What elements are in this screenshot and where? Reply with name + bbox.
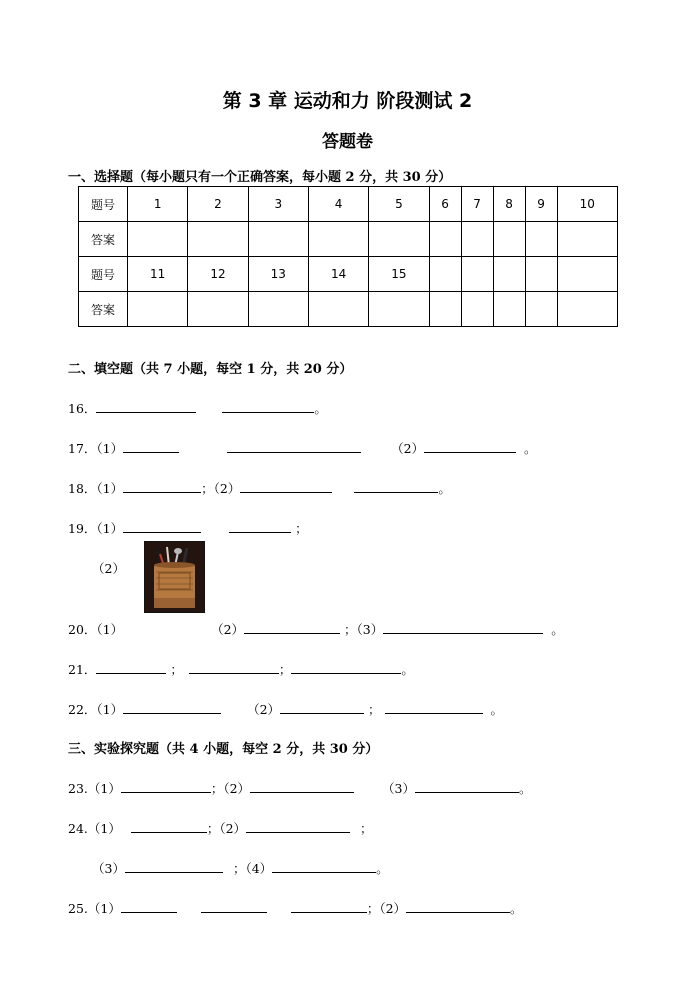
row-label: 题号 [79, 257, 128, 292]
answer-cell[interactable] [525, 222, 557, 257]
answer-blank[interactable] [123, 701, 221, 714]
table-row [79, 187, 618, 222]
answer-blank[interactable] [250, 780, 354, 793]
question-number: 5 [369, 187, 429, 222]
question-number [525, 257, 557, 292]
question-label: 25.（1） [68, 901, 121, 916]
answer-blank[interactable] [415, 780, 519, 793]
answer-cell[interactable] [248, 292, 308, 327]
question-21: 21． ； ； 。 [68, 662, 414, 677]
answer-blank[interactable] [131, 820, 207, 833]
question-label: 23.（1） [68, 781, 121, 796]
question-number: 9 [525, 187, 557, 222]
question-24: 24.（1） ；（2） ； [68, 821, 373, 836]
answer-cell[interactable] [461, 222, 493, 257]
answer-cell[interactable] [308, 222, 368, 257]
answer-blank[interactable] [189, 661, 279, 674]
answer-blank[interactable] [424, 440, 516, 453]
answer-blank[interactable] [123, 440, 179, 453]
question-label: 16． [68, 401, 97, 416]
question-24-part3: （3） ；（4） 。 [92, 861, 389, 876]
question-16: 16． 。 [68, 401, 327, 416]
row-label: 题号 [79, 187, 128, 222]
answer-cell[interactable] [429, 222, 461, 257]
question-25: 25.（1） ；（2） 。 [68, 901, 523, 916]
answer-cell[interactable] [248, 222, 308, 257]
answer-cell[interactable] [128, 222, 188, 257]
question-number: 10 [557, 187, 617, 222]
question-number [557, 257, 617, 292]
question-label: 21． [68, 662, 97, 677]
answer-cell[interactable] [429, 292, 461, 327]
question-label: 17．（1） [68, 441, 124, 456]
question-23: 23.（1） ；（2） （3） 。 [68, 781, 532, 796]
question-label: 22．（1） [68, 702, 124, 717]
page-subtitle: 答题卷 [322, 132, 373, 152]
answer-blank[interactable] [246, 820, 350, 833]
answer-blank[interactable] [272, 860, 376, 873]
table-row [79, 222, 618, 257]
question-label: 20．（1） [68, 622, 124, 637]
answer-blank[interactable] [291, 661, 401, 674]
answer-cell[interactable] [525, 292, 557, 327]
answer-cell[interactable] [128, 292, 188, 327]
question-number [493, 257, 525, 292]
question-label: 19．（1） [68, 521, 124, 536]
answer-blank[interactable] [280, 701, 364, 714]
question-label: 18．（1） [68, 481, 124, 496]
answer-blank[interactable] [354, 480, 438, 493]
answer-cell[interactable] [461, 292, 493, 327]
answer-cell[interactable] [493, 222, 525, 257]
answer-blank[interactable] [123, 520, 201, 533]
pen-holder-photo [144, 541, 205, 613]
answer-blank[interactable] [96, 661, 166, 674]
answer-blank[interactable] [406, 900, 510, 913]
answer-blank[interactable] [125, 860, 223, 873]
question-19: 19．（1） ； [68, 521, 308, 536]
row-label: 答案 [79, 292, 128, 327]
question-17: 17．（1） （2） 。 [68, 441, 537, 456]
question-19-part2: （2） [92, 561, 125, 576]
answer-blank[interactable] [222, 400, 314, 413]
question-number: 11 [128, 257, 188, 292]
answer-cell[interactable] [188, 292, 248, 327]
section1-heading: 一、选择题（每小题只有一个正确答案，每小题 2 分，共 30 分） [68, 170, 452, 185]
section2-heading: 二、填空题（共 7 小题，每空 1 分，共 20 分） [68, 362, 353, 377]
answer-cell[interactable] [557, 222, 617, 257]
question-number: 2 [188, 187, 248, 222]
answer-cell[interactable] [493, 292, 525, 327]
answer-blank[interactable] [229, 520, 291, 533]
answer-cell[interactable] [369, 222, 429, 257]
question-number: 6 [429, 187, 461, 222]
answer-blank[interactable] [240, 480, 332, 493]
question-number: 8 [493, 187, 525, 222]
answer-blank[interactable] [385, 701, 483, 714]
answer-blank[interactable] [121, 780, 211, 793]
row-label: 答案 [79, 222, 128, 257]
question-number: 7 [461, 187, 493, 222]
question-number [429, 257, 461, 292]
question-22: 22．（1） （2） ； 。 [68, 702, 504, 717]
question-number: 14 [308, 257, 368, 292]
answer-blank[interactable] [96, 400, 196, 413]
page-title: 第 3 章 运动和力 阶段测试 2 [222, 90, 473, 112]
answer-blank[interactable] [123, 480, 201, 493]
answer-blank[interactable] [227, 440, 361, 453]
question-20: 20．（1） （2） ；（3） 。 [68, 622, 564, 637]
answer-cell[interactable] [188, 222, 248, 257]
table-row [79, 257, 618, 292]
table-row [79, 292, 618, 327]
question-number: 12 [188, 257, 248, 292]
answer-cell[interactable] [557, 292, 617, 327]
question-number: 4 [308, 187, 368, 222]
section3-heading: 三、实验探究题（共 4 小题，每空 2 分，共 30 分） [68, 742, 379, 757]
question-number [461, 257, 493, 292]
question-number: 15 [369, 257, 429, 292]
answer-cell[interactable] [308, 292, 368, 327]
answer-blank[interactable] [201, 900, 267, 913]
question-18: 18．（1） ；（2） 。 [68, 481, 451, 496]
answer-blank[interactable] [121, 900, 177, 913]
answer-blank[interactable] [244, 621, 340, 634]
question-label: 24.（1） [68, 821, 121, 836]
question-number: 13 [248, 257, 308, 292]
question-number: 3 [248, 187, 308, 222]
answer-table [78, 186, 618, 327]
answer-blank[interactable] [383, 621, 543, 634]
answer-cell[interactable] [369, 292, 429, 327]
question-number: 1 [128, 187, 188, 222]
answer-blank[interactable] [291, 900, 367, 913]
